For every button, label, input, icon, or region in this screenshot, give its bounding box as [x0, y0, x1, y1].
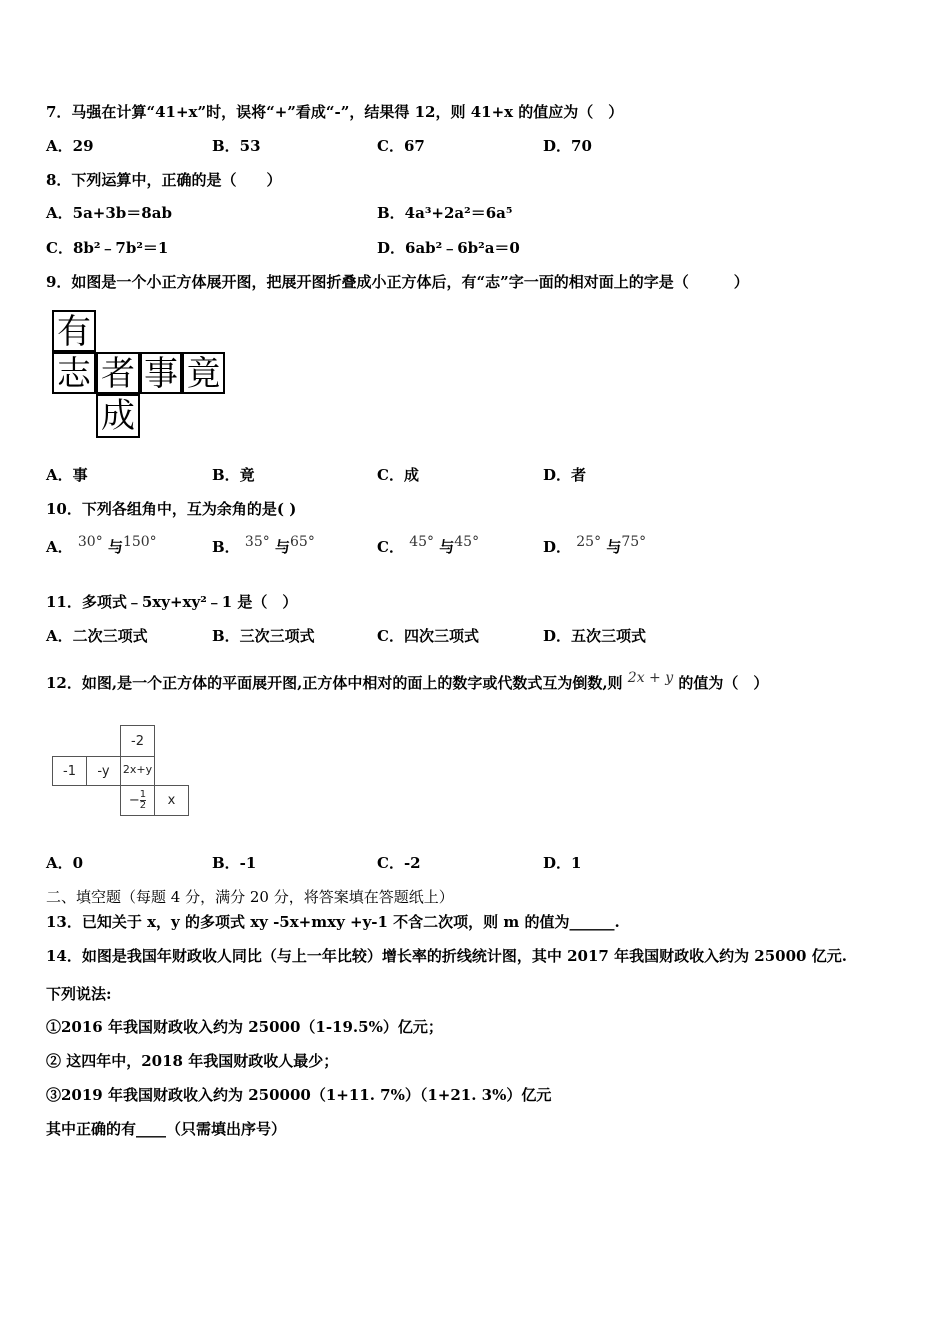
angle-value: 35°	[244, 534, 270, 550]
q7-option-c: C．67	[377, 137, 425, 155]
question-12-text	[46, 670, 769, 693]
q11-option-b: B．三次三项式	[212, 627, 315, 645]
q9-option-d: D．者	[543, 466, 587, 484]
net-cell-zhi: 志	[52, 352, 96, 394]
option-letter: A．	[46, 538, 73, 556]
q11-option-a: A．二次三项式	[46, 627, 148, 645]
q7-option-a: A．29	[46, 137, 94, 155]
connector-text: 与	[439, 538, 455, 556]
net-cell-shi: 事	[140, 352, 182, 394]
q8-option-a: A．5a+3b＝8ab	[46, 204, 172, 222]
option-letter: B．	[212, 538, 240, 556]
connector-text: 与	[606, 538, 622, 556]
net-cell-zhe: 者	[96, 352, 140, 394]
net-cell-jing: 竟	[182, 352, 225, 394]
q8-option-c: C．8b²﹣7b²＝1	[46, 239, 169, 257]
net-cell-cheng: 成	[96, 394, 140, 438]
question-7-text: 7．马强在计算“41+x”时，误将“+”看成“-”，结果得 12，则 41+x 的值应为（ ）	[46, 103, 624, 121]
q12-text-after: 的值为（ ）	[678, 674, 769, 692]
option-letter: C．	[377, 538, 404, 556]
q11-option-d: D．五次三项式	[543, 627, 647, 645]
fraction-numerator: 1	[139, 789, 147, 800]
fraction-sign: −	[128, 793, 140, 808]
connector-text: 与	[274, 538, 290, 556]
num-cell-top: -2	[120, 725, 155, 757]
num-cell-x: x	[154, 785, 189, 816]
num-cell-neg-y: -y	[86, 756, 121, 786]
angle-value: 45°	[409, 534, 435, 550]
num-cell-fraction	[120, 785, 155, 816]
q10-option-c	[377, 534, 480, 557]
angle-value: 65°	[290, 534, 315, 550]
angle-value: 45°	[454, 534, 480, 550]
angle-value: 30°	[77, 534, 103, 550]
question-8-text: 8．下列运算中，正确的是（ ）	[46, 171, 282, 189]
q9-option-b: B．竟	[212, 466, 255, 484]
q11-option-c: C．四次三项式	[377, 627, 479, 645]
fraction-denominator: 2	[139, 800, 147, 811]
q12-text-before: 12．如图,是一个正方体的平面展开图,正方体中相对的面上的数字或代数式互为倒数,则	[46, 674, 623, 692]
q7-option-b: B．53	[212, 137, 261, 155]
q14-statement-2: ② 这四年中，2018 年我国财政收人最少；	[46, 1052, 339, 1070]
question-9-text: 9．如图是一个小正方体展开图，把展开图折叠成小正方体后，有“志”字一面的相对面上的字是（ ）	[46, 273, 749, 291]
section-2-heading: 二、填空题（每题 4 分，满分 20 分，将答案填在答题纸上）	[46, 888, 454, 906]
q7-option-d: D．70	[543, 137, 592, 155]
angle-value: 25°	[576, 534, 602, 550]
connector-text: 与	[107, 538, 123, 556]
num-cell-2x-y: 2x+y	[120, 756, 155, 786]
q12-option-d: D．1	[543, 854, 582, 872]
q12-expression: 2x + y	[627, 670, 674, 686]
question-14-text: 14．如图是我国年财政收人同比（与上一年比较）增长率的折线统计图，其中 2017 年我国财政收入约为 25000 亿元.	[46, 947, 847, 965]
question-10-text: 10．下列各组角中，互为余角的是( )	[46, 500, 297, 518]
fraction	[140, 790, 146, 811]
net-cell-you: 有	[52, 310, 96, 352]
num-cell-left: -1	[52, 756, 87, 786]
question-11-text: 11．多项式﹣5xy+xy²﹣1 是（ ）	[46, 593, 298, 611]
q14-statement-3: ③2019 年我国财政收入约为 250000（1+11. 7%）（1+21. 3%）亿元	[46, 1086, 552, 1104]
q14-statement-1: ①2016 年我国财政收入约为 25000（1-19.5%）亿元；	[46, 1018, 443, 1036]
q12-option-b: B．-1	[212, 854, 257, 872]
q14-answer-prompt: 其中正确的有____（只需填出序号）	[46, 1120, 287, 1138]
q8-option-b: B．4a³+2a²＝6a⁵	[377, 204, 513, 222]
q10-option-a	[46, 534, 157, 557]
q12-option-c: C．-2	[377, 854, 421, 872]
q8-option-d: D．6ab²﹣6b²a＝0	[377, 239, 520, 257]
q10-option-d	[543, 534, 647, 557]
q9-option-a: A．事	[46, 466, 88, 484]
angle-value: 150°	[122, 534, 157, 550]
q10-option-b	[212, 534, 315, 557]
q9-option-c: C．成	[377, 466, 419, 484]
question-13-text: 13．已知关于 x，y 的多项式 xy -5x+mxy +y-1 不含二次项，则 m 的值为______.	[46, 913, 620, 931]
q12-option-a: A．0	[46, 854, 84, 872]
angle-value: 75°	[621, 534, 647, 550]
option-letter: D．	[543, 538, 572, 556]
q14-lead: 下列说法:	[46, 985, 112, 1003]
